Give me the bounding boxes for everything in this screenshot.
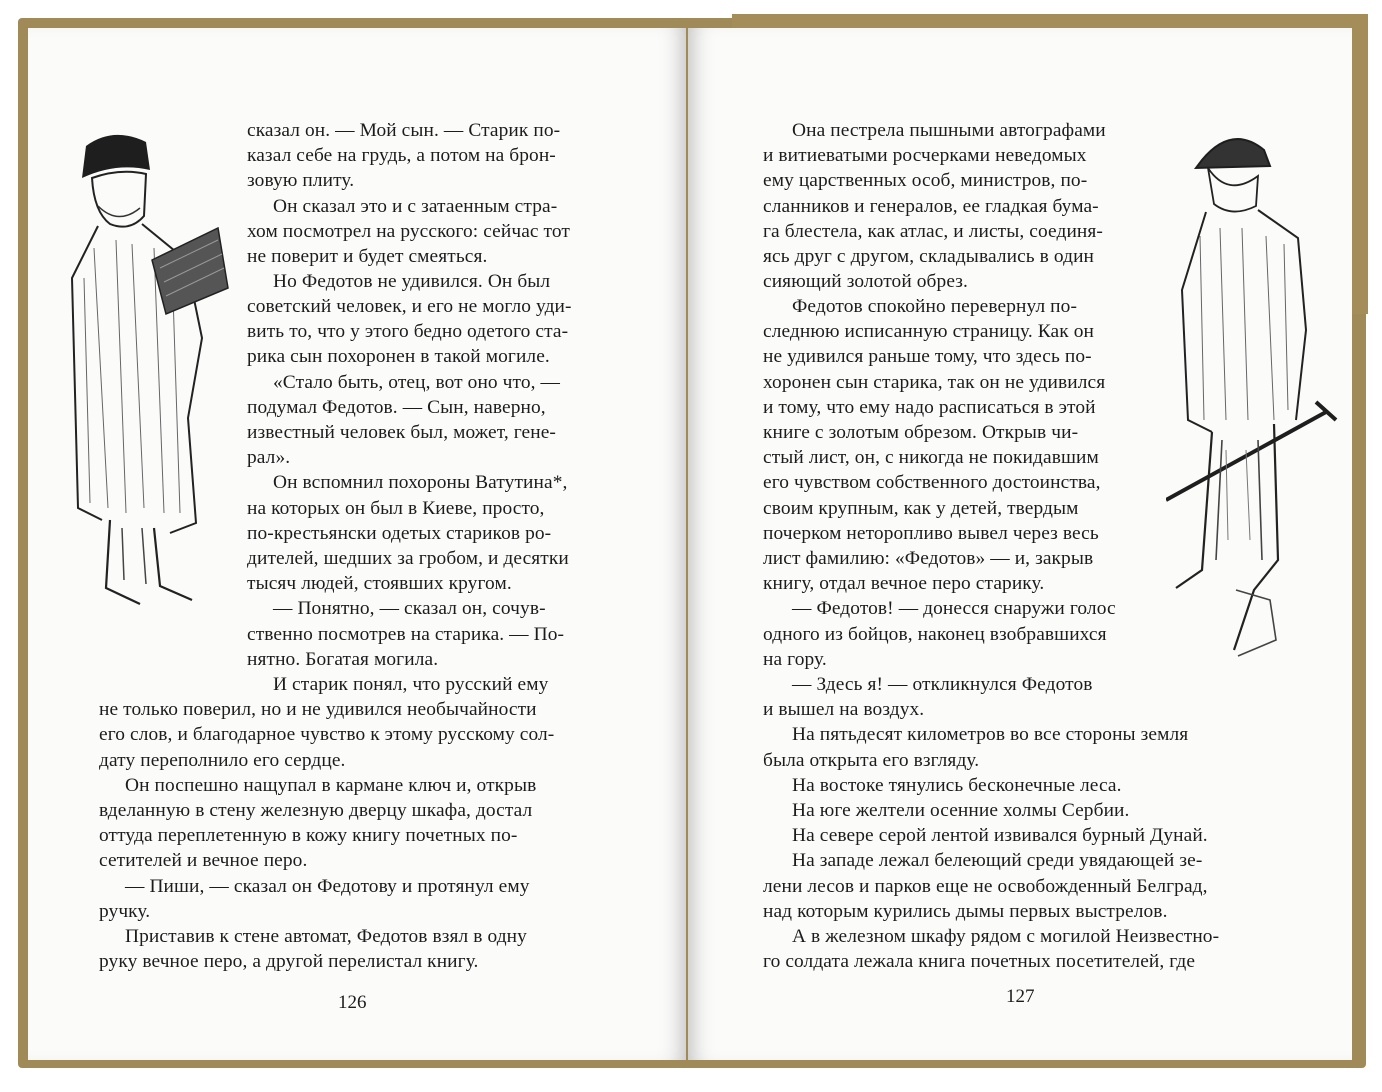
text-line: его чувством собственного достоинства, bbox=[763, 472, 1101, 493]
text-line: зовую плиту. bbox=[247, 170, 355, 191]
text-line: «Стало быть, отец, вот оно что, — bbox=[273, 372, 561, 393]
text-line: стый лист, он, с никогда не покидавшим bbox=[763, 447, 1099, 468]
text-line: сетителей и вечное перо. bbox=[99, 850, 308, 871]
text-line: советский человек, и его не могло уди- bbox=[247, 296, 572, 317]
old-man-illustration bbox=[68, 128, 248, 628]
text-line: и витиеватыми росчерками неведомых bbox=[763, 145, 1087, 166]
text-line: была открыта его взгляду. bbox=[763, 750, 980, 771]
text-line: лист фамилию: «Федотов» — и, закрыв bbox=[763, 548, 1094, 569]
text-line: го солдата лежала книга почетных посетителей, где bbox=[763, 951, 1196, 972]
text-line: своим крупным, как у детей, твердым bbox=[763, 498, 1079, 519]
text-line: Он вспомнил похороны Ватутина*, bbox=[273, 472, 568, 493]
text-line: Он поспешно нащупал в кармане ключ и, открыв bbox=[125, 775, 537, 796]
text-line: И старик понял, что русский ему bbox=[273, 674, 549, 695]
text-line: — Здесь я! — откликнулся Федотов bbox=[792, 674, 1093, 695]
page-number: 127 bbox=[1006, 986, 1035, 1007]
text-line: тысяч людей, стоявших кругом. bbox=[247, 573, 512, 594]
text-line: рика сын похоронен в такой могиле. bbox=[247, 346, 550, 367]
text-line: почерком неторопливо вывел через весь bbox=[763, 523, 1099, 544]
text-line: сказал он. — Мой сын. — Старик по- bbox=[247, 120, 561, 141]
text-line: не удивился раньше тому, что здесь по- bbox=[763, 346, 1092, 367]
text-line: одного из бойцов, наконец взобравшихся bbox=[763, 624, 1107, 645]
soldier-illustration bbox=[1166, 120, 1346, 680]
text-line: оттуда переплетенную в кожу книгу почетных по- bbox=[99, 825, 518, 846]
text-line: — Федотов! — донесся снаружи голос bbox=[792, 598, 1116, 619]
text-line: дату переполнило его сердце. bbox=[99, 750, 346, 771]
text-line: ручку. bbox=[99, 901, 151, 922]
text-line: лени лесов и парков еще не освобожденный Белград, bbox=[763, 876, 1208, 897]
text-line: рал». bbox=[247, 447, 291, 468]
text-line: следнюю исписанную страницу. Как он bbox=[763, 321, 1094, 342]
text-line: А в железном шкафу рядом с могилой Неизвестно- bbox=[792, 926, 1220, 947]
text-line: его слов, и благодарное чувство к этому русскому сол- bbox=[99, 724, 555, 745]
text-line: по-крестьянски одетых стариков ро- bbox=[247, 523, 552, 544]
text-line: дителей, шедших за гробом, и десятки bbox=[247, 548, 569, 569]
text-line: не поверит и будет смеяться. bbox=[247, 246, 488, 267]
text-line: не только поверил, но и не удивился необычайности bbox=[99, 699, 537, 720]
text-line: на гору. bbox=[763, 649, 827, 670]
text-line: известный человек был, может, гене- bbox=[247, 422, 556, 443]
text-line: руку вечное перо, а другой перелистал книгу. bbox=[99, 951, 479, 972]
text-line: сланников и генералов, ее гладкая бума- bbox=[763, 196, 1099, 217]
text-line: На пятьдесят километров во все стороны земля bbox=[792, 724, 1189, 745]
text-line: — Понятно, — сказал он, сочув- bbox=[273, 598, 546, 619]
text-line: и тому, что ему надо расписаться в этой bbox=[763, 397, 1096, 418]
text-line: подумал Федотов. — Сын, наверно, bbox=[247, 397, 546, 418]
text-line: ясь друг с другом, складывались в один bbox=[763, 246, 1095, 267]
text-line: На востоке тянулись бесконечные леса. bbox=[792, 775, 1122, 796]
left-page bbox=[28, 28, 686, 1060]
right-page bbox=[688, 28, 1352, 1060]
text-line: га блестела, как атлас, и листы, соединя- bbox=[763, 221, 1103, 242]
text-line: Она пестрела пышными автографами bbox=[792, 120, 1106, 141]
text-line: книгу, отдал вечное перо старику. bbox=[763, 573, 1045, 594]
text-line: нятно. Богатая могила. bbox=[247, 649, 439, 670]
text-line: Приставив к стене автомат, Федотов взял в одну bbox=[125, 926, 527, 947]
text-line: вить то, что у этого бедно одетого ста- bbox=[247, 321, 569, 342]
text-line: Но Федотов не удивился. Он был bbox=[273, 271, 551, 292]
text-line: ственно посмотрев на старика. — По- bbox=[247, 624, 565, 645]
text-line: книге с золотым обрезом. Открыв чи- bbox=[763, 422, 1079, 443]
text-line: хом посмотрел на русского: сейчас тот bbox=[247, 221, 570, 242]
text-line: — Пиши, — сказал он Федотову и протянул ему bbox=[125, 876, 530, 897]
text-line: вделанную в стену железную дверцу шкафа, достал bbox=[99, 800, 533, 821]
text-line: ему царственных особ, министров, по- bbox=[763, 170, 1088, 191]
text-line: На севере серой лентой извивался бурный Дунай. bbox=[792, 825, 1208, 846]
text-line: На западе лежал белеющий среди увядающей зе- bbox=[792, 850, 1203, 871]
text-line: Федотов спокойно перевернул по- bbox=[792, 296, 1078, 317]
text-line: над которым курились дымы первых выстрелов. bbox=[763, 901, 1168, 922]
page-number: 126 bbox=[338, 992, 367, 1013]
text-line: сияющий золотой обрез. bbox=[763, 271, 968, 292]
text-line: хоронен сын старика, так он не удивился bbox=[763, 372, 1106, 393]
text-line: на которых он был в Киеве, просто, bbox=[247, 498, 545, 519]
text-line: и вышел на воздух. bbox=[763, 699, 925, 720]
text-line: Он сказал это и с затаенным стра- bbox=[273, 196, 558, 217]
text-line: казал себе на грудь, а потом на брон- bbox=[247, 145, 556, 166]
text-line: На юге желтели осенние холмы Сербии. bbox=[792, 800, 1130, 821]
